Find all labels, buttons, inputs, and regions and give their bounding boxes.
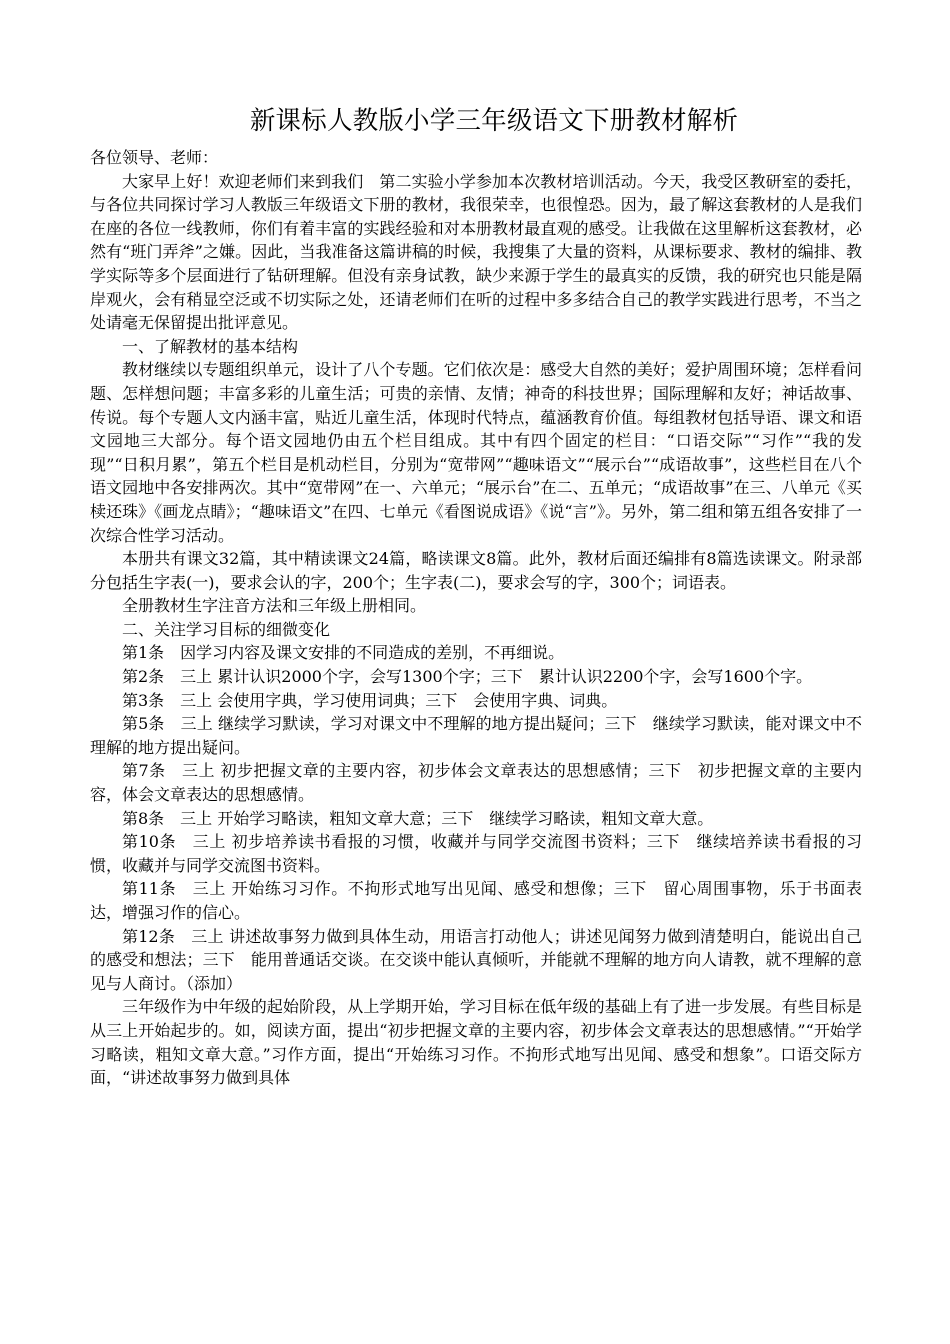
paragraph-summary: 三年级作为中年级的起始阶段，从上学期开始，学习目标在低年级的基础上有了进一步发展。有些目标是从三上开始起步的。如，阅读方面，提出“初步把握文章的主要内容，初步体会文章表达的思想感情。”“开始学习略读，粗知文章大意。”习作方面，提出“开始练习习作。不拘形式地写出见闻、感受和想象”。口语交际方面，“讲述故事努力做到具体 [90,997,862,1088]
paragraph-phonetic: 全册教材生字注音方法和三年级上册相同。 [122,596,427,616]
document-body [90,146,862,1090]
document-page [90,104,862,1090]
goal-item: 第5条 三上 继续学习默读，学习对课文中不理解的地方提出疑问；三下 继续学习默读，能对课文中不理解的地方提出疑问。 [90,714,862,757]
paragraph-lesson-count: 本册共有课文32篇，其中精读课文24篇，略读课文8篇。此外，教材后面还编排有8篇选读课文。附录部分包括生字表(一)，要求会认的字，200个；生字表(二)，要求会写的字，300个；词语表。 [90,549,862,592]
goal-item: 第3条 三上 会使用字典，学习使用词典；三下 会使用字典、词典。 [122,690,618,710]
goal-item: 第1条 因学习内容及课文安排的不同造成的差别，不再细说。 [122,643,565,663]
goal-item: 第2条 三上 累计认识2000个字，会写1300个字；三下 累计认识2200个字，会写1600个字。 [122,667,813,687]
paragraph-opening: 大家早上好！欢迎老师们来到我们 第二实验小学参加本次教材培训活动。今天，我受区教研室的委托，与各位共同探讨学习人教版三年级语文下册的教材，我很荣幸，也很惶恐。因为，最了解这套教材的人是我们在座的各位一线教师，你们有着丰富的实践经验和对本册教材最直观的感受。让我做在这里解析这套教材，必然有“班门弄斧”之嫌。因此，当我准备这篇讲稿的时候，我搜集了大量的资料，从课标要求、教材的编排、教学实际等多个层面进行了钻研理解。但没有亲身试教，缺少来源于学生的最真实的反馈，我的研究也只能是隔岸观火，会有稍显空泛或不切实际之处，还请老师们在听的过程中多多结合自己的教学实践进行思考，不当之处请毫无保留提出批评意见。 [90,171,862,333]
section-heading-2: 二、关注学习目标的细微变化 [122,619,331,639]
goal-item: 第8条 三上 开始学习略读，粗知文章大意；三下 继续学习略读，粗知文章大意。 [122,808,714,828]
salutation: 各位领导、老师： [90,148,219,167]
document-title: 新课标人教版小学三年级语文下册教材解析 [249,106,739,136]
goal-item: 第11条 三上 开始练习习作。不拘形式地写出见闻、感受和想像；三下 留心周围事物，乐于书面表达，增强习作的信心。 [90,879,862,922]
section-heading-1: 一、了解教材的基本结构 [122,336,299,356]
goal-item: 第7条 三上 初步把握文章的主要内容，初步体会文章表达的思想感情；三下 初步把握文章的主要内容，体会文章表达的思想感情。 [90,761,862,805]
paragraph-structure: 教材继续以专题组织单元，设计了八个专题。它们依次是：感受大自然的美好；爱护周围环境；怎样看问题、怎样想问题；丰富多彩的儿童生活；可贵的亲情、友情；神奇的科技世界；国际理解和友好；神话故事、传说。每个专题人文内涵丰富，贴近儿童生活，体现时代特点，蕴涵教育价值。每组教材包括导语、课文和语文园地三大部分。每个语文园地仍由五个栏目组成。其中有四个固定的栏目：“口语交际”“习作”“我的发现”“日积月累”，第五个栏目是机动栏目，分别为“宽带网”“趣味语文”“展示台”“成语故事”，这些栏目在八个语文园地中各安排两次。其中“宽带网”在一、六单元；“展示台”在二、五单元；“成语故事”在三、八单元《买椟还珠》《画龙点睛》；“趣味语文”在四、七单元《看图说成语》《说“言”》。另外，第二组和第五组各安排了一次综合性学习活动。 [90,360,862,545]
goal-item: 第12条 三上 讲述故事努力做到具体生动，用语言打动他人；讲述见闻努力做到清楚明白，能说出自己的感受和想法；三下 能用普通话交谈。在交谈中能认真倾听，并能就不理解的地方向人请教，就不理解的意见与人商讨。（添加） [90,926,862,993]
goal-item: 第10条 三上 初步培养读书看报的习惯，收藏并与同学交流图书资料；三下 继续培养读书看报的习惯，收藏并与同学交流图书资料。 [90,832,862,875]
